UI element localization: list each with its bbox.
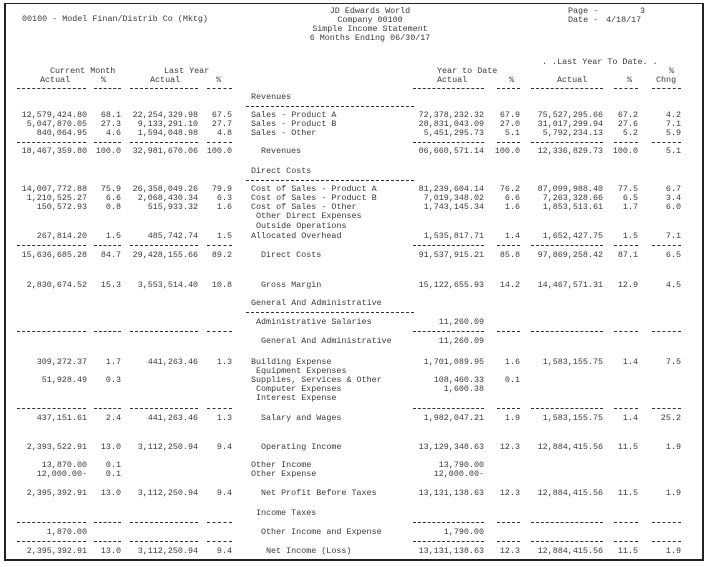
dash-separator (531, 522, 603, 523)
dash-separator (130, 522, 198, 523)
cell-ytd: 91,537,915.21 (418, 250, 484, 260)
cell-chg: 7.1 (665, 231, 681, 241)
dash-separator (413, 331, 484, 332)
cell-ytd: 11,260.09 (438, 336, 484, 346)
cell-ytd: 108,460.33 (433, 375, 484, 385)
cell-lytdp: 100.0 (612, 146, 638, 156)
cell-lyp: 1.3 (216, 413, 232, 423)
cell-ytd: 13,129,348.63 (418, 442, 484, 452)
dash-separator (130, 245, 198, 246)
cell-cm: 12,000.00- (36, 469, 87, 479)
line-item-label: Outside Operations (256, 221, 347, 231)
cell-ytd: 1,790.00 (443, 527, 484, 537)
dash-separator (531, 142, 603, 143)
cell-ytd: 11,260.09 (438, 317, 484, 327)
cell-cmp: 1.7 (105, 357, 121, 367)
line-item-label: Other Income (251, 460, 312, 470)
cell-cmp: 1.5 (105, 231, 121, 241)
cell-lyp: 1.6 (216, 202, 232, 212)
cell-lyp: 10.8 (211, 280, 232, 290)
dash-separator (497, 331, 520, 332)
cell-chg: 1.9 (665, 442, 681, 452)
line-item-label: Other Income and Expense (261, 527, 382, 537)
dash-separator (207, 245, 232, 246)
cell-ly: 22,254,329.98 (132, 110, 198, 120)
cell-ly: 32,981,670.06 (132, 146, 198, 156)
cell-ytd: 7,019,348.02 (423, 193, 484, 203)
cell-cm: 150,572.93 (36, 202, 87, 212)
cell-chg: 7.5 (665, 357, 681, 367)
cell-lytdp: 5.2 (622, 128, 638, 138)
cell-ytd: 72,378,232.32 (418, 110, 484, 120)
cell-cmp: 2.4 (105, 413, 121, 423)
cell-lytd: 12,884,415.56 (537, 442, 603, 452)
line-item-label: Operating Income (261, 442, 342, 452)
cell-cmp: 27.3 (100, 119, 121, 129)
dash-separator (614, 142, 638, 143)
cell-cmp: 6.6 (105, 193, 121, 203)
line-item-label: Interest Expense (256, 393, 337, 403)
dash-separator (246, 106, 414, 107)
dash-separator (94, 541, 121, 542)
dash-separator (531, 541, 603, 542)
cell-ytd: 1,701,089.95 (423, 357, 484, 367)
dash-separator (652, 408, 681, 409)
dash-separator (207, 522, 232, 523)
cell-chg: 1.9 (665, 546, 681, 556)
cell-lytdp: 6.5 (622, 193, 638, 203)
cell-ytdp: 6.6 (504, 193, 520, 203)
cell-cmp: 13.0 (100, 442, 121, 452)
cell-lytd: 14,467,571.31 (537, 280, 603, 290)
cell-cmp: 0.1 (105, 460, 121, 470)
cell-chg: 5.9 (665, 128, 681, 138)
cell-chg: 6.0 (665, 202, 681, 212)
cell-ytdp: 1.9 (504, 413, 520, 423)
cell-cmp: 0.8 (105, 202, 121, 212)
cell-lyp: 9.4 (216, 488, 232, 498)
dash-separator (130, 88, 198, 89)
cell-ytd: 13,131,138.63 (418, 488, 484, 498)
dash-separator (413, 541, 484, 542)
cell-ytd: 1,743,145.34 (423, 202, 484, 212)
dash-separator (207, 88, 232, 89)
cell-lytdp: 1.5 (622, 231, 638, 241)
cell-chg: 4.5 (665, 280, 681, 290)
company-name: Company 00100 (337, 15, 403, 25)
dash-separator (17, 245, 86, 246)
dash-separator (614, 245, 638, 246)
dash-separator (413, 142, 484, 143)
col-last-year-to-date: . .Last Year To Date. . (542, 57, 658, 67)
cell-lytdp: 67.2 (617, 110, 638, 120)
dash-separator (497, 245, 520, 246)
cell-cmp: 4.6 (105, 128, 121, 138)
cell-lytdp: 11.5 (617, 442, 638, 452)
line-item-label: Supplies, Services & Other (251, 375, 382, 385)
col-ytd-actual: Actual (437, 75, 468, 85)
cell-ytd: 81,239,604.14 (418, 184, 484, 194)
cell-ly: 3,553,514.40 (137, 280, 198, 290)
line-item-label: Cost of Sales - Product A (251, 184, 377, 194)
dash-separator (17, 408, 86, 409)
cell-ytdp: 0.1 (504, 375, 520, 385)
cell-ytdp: 1.4 (504, 231, 520, 241)
col-ytd-pct: % (509, 75, 515, 85)
line-item-label: Cost of Sales - Product B (251, 193, 377, 203)
cell-ytd: 5,451,295.73 (423, 128, 484, 138)
cell-ytd: 13,790.00 (438, 460, 484, 470)
cell-ly: 2,068,430.34 (137, 193, 198, 203)
cell-lytd: 31,017,299.94 (537, 119, 603, 129)
col-lytd-actual: Actual (557, 75, 588, 85)
dash-separator (531, 88, 603, 89)
cell-lytdp: 27.6 (617, 119, 638, 129)
cell-cm: 267,814.20 (36, 231, 87, 241)
cell-cmp: 0.3 (105, 375, 121, 385)
line-item-label: Salary and Wages (261, 413, 342, 423)
dash-separator (94, 331, 121, 332)
cell-ytdp: 100.0 (494, 146, 520, 156)
cell-cmp: 0.1 (105, 469, 121, 479)
cell-lytdp: 12.9 (617, 280, 638, 290)
cell-ytd: 13,131,138.63 (418, 546, 484, 556)
cell-lytd: 1,652,427.75 (542, 231, 603, 241)
dash-separator (246, 180, 414, 181)
line-item-label: Sales - Product B (251, 119, 337, 129)
cell-cmp: 100.0 (95, 146, 121, 156)
cell-chg: 3.4 (665, 193, 681, 203)
col-cm-pct: % (101, 75, 107, 85)
cell-cmp: 68.1 (100, 110, 121, 120)
dash-separator (652, 541, 681, 542)
cell-cm: 2,395,392.91 (26, 546, 87, 556)
cell-cmp: 75.9 (100, 184, 121, 194)
cell-chg: 5.1 (665, 146, 681, 156)
cell-ly: 29,428,155.66 (132, 250, 198, 260)
cell-ytdp: 12.3 (499, 546, 520, 556)
cell-cm: 13,870.00 (41, 460, 87, 470)
dash-separator (652, 522, 681, 523)
dash-separator (497, 541, 520, 542)
dash-separator (497, 408, 520, 409)
line-item-label: Sales - Product A (251, 110, 337, 120)
dash-separator (17, 331, 86, 332)
cell-cm: 309,272.37 (36, 357, 87, 367)
cell-ytdp: 1.6 (504, 357, 520, 367)
cell-ly: 3,112,250.94 (137, 488, 198, 498)
cell-lyp: 9.4 (216, 546, 232, 556)
cell-lytd: 1,583,155.75 (542, 413, 603, 423)
cell-cm: 437,151.61 (36, 413, 87, 423)
dash-separator (614, 331, 638, 332)
cell-ytdp: 12.3 (499, 442, 520, 452)
cell-lytd: 7,263,328.66 (542, 193, 603, 203)
cell-cm: 2,393,522.91 (26, 442, 87, 452)
line-item-label: Sales - Other (251, 128, 317, 138)
section-heading: General And Administrative (251, 298, 382, 308)
cell-lytd: 1,853,513.61 (542, 202, 603, 212)
cell-lytdp: 11.5 (617, 546, 638, 556)
cell-lytd: 97,869,258.42 (537, 250, 603, 260)
cell-ytd: 1,600.38 (443, 384, 484, 394)
cell-lyp: 1.5 (216, 231, 232, 241)
col-year-to-date: Year to Date (437, 66, 498, 76)
cell-lytd: 87,099,988.40 (537, 184, 603, 194)
cell-ly: 515,933.32 (147, 202, 198, 212)
cell-ytd: 28,831,043.09 (418, 119, 484, 129)
cell-cm: 5,047,870.05 (26, 119, 87, 129)
dash-separator (17, 541, 86, 542)
cell-cmp: 84.7 (100, 250, 121, 260)
cell-ytd: 12,000.00- (433, 469, 484, 479)
cell-ytd: 15,122,655.93 (418, 280, 484, 290)
cell-ly: 1,594,048.98 (137, 128, 198, 138)
cell-lytd: 12,884,415.56 (537, 488, 603, 498)
cell-ly: 3,112,250.94 (137, 546, 198, 556)
cell-lytd: 12,336,829.73 (537, 146, 603, 156)
page-label: Page - (568, 6, 599, 16)
cell-lyp: 27.7 (211, 119, 232, 129)
line-item-label: Equipment Expenses (256, 366, 347, 376)
line-item-label: Income Taxes (256, 508, 317, 518)
cell-lytdp: 11.5 (617, 488, 638, 498)
cell-ly: 441,263.46 (147, 413, 198, 423)
col-cm-actual: Actual (40, 75, 71, 85)
line-item-label: Direct Costs (261, 250, 322, 260)
cell-chg: 7.1 (665, 119, 681, 129)
line-item-label: Cost of Sales - Other (251, 202, 357, 212)
col-ly-pct: % (216, 75, 222, 85)
cell-ly: 9,133,291.10 (137, 119, 198, 129)
cell-lyp: 79.9 (211, 184, 232, 194)
cell-lyp: 100.0 (206, 146, 232, 156)
dash-separator (130, 541, 198, 542)
dash-separator (207, 408, 232, 409)
dash-separator (497, 522, 520, 523)
col-chng: Chng (656, 75, 677, 85)
line-item-label: Gross Margin (261, 280, 322, 290)
line-item-label: Administrative Salaries (256, 317, 372, 327)
dash-separator (531, 408, 603, 409)
cell-ly: 485,742.74 (147, 231, 198, 241)
col-chng-pct: % (669, 66, 675, 76)
cell-cm: 2,395,392.91 (26, 488, 87, 498)
dash-separator (207, 142, 232, 143)
date-label: Date - (568, 15, 599, 25)
cell-lyp: 89.2 (211, 250, 232, 260)
cell-cmp: 15.3 (100, 280, 121, 290)
dash-separator (94, 408, 121, 409)
cell-lytdp: 87.1 (617, 250, 638, 260)
cell-lyp: 6.3 (216, 193, 232, 203)
dash-separator (652, 331, 681, 332)
cell-ytd: 06,660,571.14 (418, 146, 484, 156)
dash-separator (130, 142, 198, 143)
cell-lyp: 9.4 (216, 442, 232, 452)
cell-cm: 840,064.95 (36, 128, 87, 138)
dash-separator (413, 245, 484, 246)
cell-chg: 6.7 (665, 184, 681, 194)
section-heading: Direct Costs (251, 166, 312, 176)
line-item-label: Other Expense (251, 469, 317, 479)
cell-lyp: 1.3 (216, 357, 232, 367)
dash-separator (94, 142, 121, 143)
cell-cm: 18,467,359.80 (21, 146, 87, 156)
cell-lyp: 67.5 (211, 110, 232, 120)
dash-separator (497, 88, 520, 89)
cell-cm: 2,830,674.52 (26, 280, 87, 290)
cell-chg: 1.9 (665, 488, 681, 498)
dash-separator (497, 142, 520, 143)
cell-chg: 6.5 (665, 250, 681, 260)
dash-separator (614, 522, 638, 523)
cell-chg: 25.2 (660, 413, 681, 423)
col-current-month: Current Month (50, 66, 116, 76)
system-name: JD Edwards World (329, 6, 411, 16)
cell-lyp: 4.8 (216, 128, 232, 138)
dash-separator (130, 408, 198, 409)
dash-separator (652, 142, 681, 143)
dash-separator (207, 541, 232, 542)
report-title: Simple Income Statement (312, 24, 428, 34)
cell-ly: 26,358,049.26 (132, 184, 198, 194)
company-line: 00100 - Model Finan/Distrib Co (Mktg) (22, 14, 208, 24)
cell-lytdp: 77.5 (617, 184, 638, 194)
cell-chg: 4.2 (665, 110, 681, 120)
line-item-label: Allocated Overhead (251, 231, 342, 241)
dash-separator (94, 522, 121, 523)
cell-cmp: 13.0 (100, 546, 121, 556)
cell-ly: 3,112,250.94 (137, 442, 198, 452)
cell-ytd: 1,535,817.71 (423, 231, 484, 241)
dash-separator (413, 522, 484, 523)
dash-separator (94, 245, 121, 246)
line-item-label: Other Direct Expenses (256, 211, 362, 221)
cell-ytdp: 76.2 (499, 184, 520, 194)
cell-ytdp: 85.8 (499, 250, 520, 260)
cell-lytdp: 1.4 (622, 357, 638, 367)
cell-cm: 1,870.00 (46, 527, 87, 537)
dash-separator (413, 408, 484, 409)
date-value: 4/18/17 (606, 15, 642, 25)
cell-ytdp: 1.6 (504, 202, 520, 212)
dash-separator (94, 88, 121, 89)
dash-separator (17, 88, 86, 89)
dash-separator (614, 88, 638, 89)
dash-separator (17, 142, 86, 143)
dash-separator (652, 245, 681, 246)
cell-lytd: 12,884,415.56 (537, 546, 603, 556)
cell-cm: 14,007,772.88 (21, 184, 87, 194)
section-heading: Revenues (251, 92, 292, 102)
cell-lytd: 1,583,155.75 (542, 357, 603, 367)
line-item-label: Building Expense (251, 357, 332, 367)
dash-separator (207, 331, 232, 332)
cell-ytdp: 67.9 (499, 110, 520, 120)
dash-separator (614, 541, 638, 542)
cell-lytd: 75,527,295.66 (537, 110, 603, 120)
cell-cm: 15,636,685.28 (21, 250, 87, 260)
page-number: 3 (639, 6, 645, 16)
dash-separator (413, 88, 484, 89)
line-item-label: General And Administrative (261, 336, 392, 346)
cell-ytd: 1,982,047.21 (423, 413, 484, 423)
col-ly-actual: Actual (150, 75, 181, 85)
cell-cmp: 13.0 (100, 488, 121, 498)
cell-ytdp: 12.3 (499, 488, 520, 498)
line-item-label: Net Profit Before Taxes (261, 488, 377, 498)
dash-separator (614, 408, 638, 409)
cell-cm: 12,579,424.80 (21, 110, 87, 120)
line-item-label: Net Income (Loss) (266, 546, 352, 556)
dash-separator (531, 245, 603, 246)
dash-separator (130, 331, 198, 332)
cell-ytdp: 5.1 (504, 128, 520, 138)
cell-cm: 51,928.49 (41, 375, 87, 385)
dash-separator (652, 88, 681, 89)
cell-ytdp: 14.2 (499, 280, 520, 290)
col-lytd-pct: % (627, 75, 633, 85)
cell-lytdp: 1.4 (622, 413, 638, 423)
line-item-label: Revenues (261, 146, 302, 156)
cell-lytdp: 1.7 (622, 202, 638, 212)
line-item-label: Computer Expenses (256, 384, 342, 394)
cell-cm: 1,210,525.27 (26, 193, 87, 203)
dash-separator (246, 312, 414, 313)
cell-ly: 441,263.46 (147, 357, 198, 367)
cell-ytdp: 27.0 (499, 119, 520, 129)
col-last-year: Last Year (164, 66, 210, 76)
cell-lytd: 5,792,234.13 (542, 128, 603, 138)
report-period: 6 Months Ending 06/30/17 (309, 33, 431, 43)
dash-separator (531, 331, 603, 332)
dash-separator (17, 522, 86, 523)
